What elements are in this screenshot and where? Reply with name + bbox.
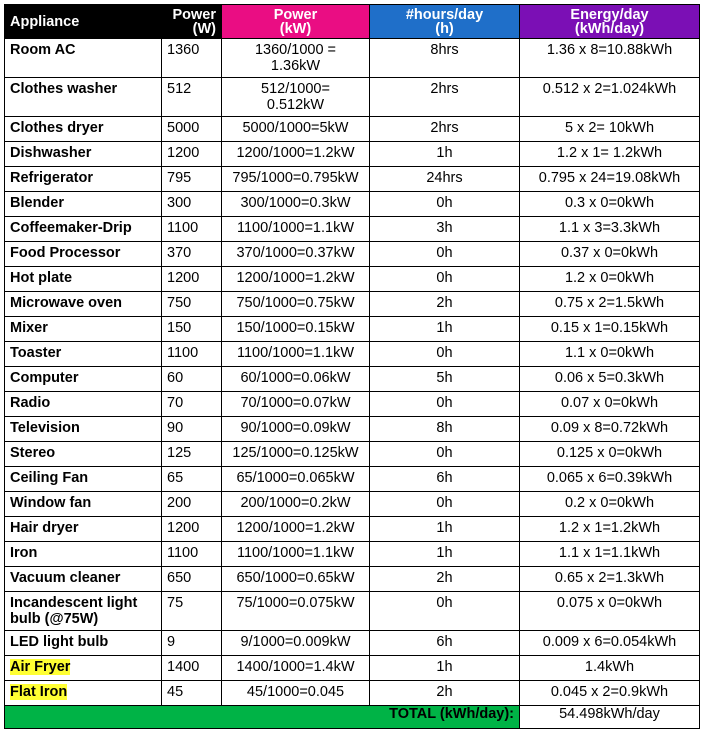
power-kw bbox=[222, 517, 370, 542]
power-watts: 1400 bbox=[162, 656, 222, 681]
hours-per-day: 0h bbox=[370, 242, 520, 267]
appliance-name bbox=[5, 192, 162, 217]
table-row bbox=[5, 567, 700, 592]
power-kw bbox=[222, 567, 370, 592]
hours-per-day: 2h bbox=[370, 681, 520, 706]
table-row bbox=[5, 167, 700, 192]
energy-per-day: 0.37 x 0=0kWh bbox=[520, 242, 700, 267]
hours-per-day: 0h bbox=[370, 442, 520, 467]
table-row bbox=[5, 267, 700, 292]
appliance-name bbox=[5, 367, 162, 392]
hours-per-day: 0h bbox=[370, 392, 520, 417]
appliance-name-text: Radio bbox=[10, 395, 51, 411]
energy-per-day: 0.75 x 2=1.5kWh bbox=[520, 292, 700, 317]
energy-per-day: 1.4kWh bbox=[520, 656, 700, 681]
energy-per-day: 0.075 x 0=0kWh bbox=[520, 592, 700, 631]
hours-per-day: 1h bbox=[370, 656, 520, 681]
appliance-name bbox=[5, 117, 162, 142]
energy-per-day: 0.009 x 6=0.054kWh bbox=[520, 631, 700, 656]
hours-per-day: 6h bbox=[370, 631, 520, 656]
power-watts: 650 bbox=[162, 567, 222, 592]
appliance-name bbox=[5, 681, 162, 706]
appliance-name-text: Blender bbox=[10, 195, 64, 211]
table-row bbox=[5, 78, 700, 117]
power-watts: 150 bbox=[162, 317, 222, 342]
power-kw bbox=[222, 292, 370, 317]
table-row bbox=[5, 492, 700, 517]
power-kw bbox=[222, 467, 370, 492]
appliance-name bbox=[5, 517, 162, 542]
header-power-kw: Power (kW) bbox=[222, 5, 370, 39]
power-kw bbox=[222, 392, 370, 417]
table-row bbox=[5, 681, 700, 706]
appliance-name-text: LED light bulb bbox=[10, 634, 109, 650]
energy-table bbox=[4, 4, 700, 729]
power-watts: 795 bbox=[162, 167, 222, 192]
appliance-name-text: Room AC bbox=[10, 42, 76, 58]
energy-per-day: 1.1 x 0=0kWh bbox=[520, 342, 700, 367]
power-watts: 512 bbox=[162, 78, 222, 117]
power-kw bbox=[222, 217, 370, 242]
table-row bbox=[5, 117, 700, 142]
appliance-name bbox=[5, 492, 162, 517]
appliance-name-text: Refrigerator bbox=[10, 170, 93, 186]
power-kw bbox=[222, 39, 370, 78]
power-kw bbox=[222, 542, 370, 567]
hours-per-day: 0h bbox=[370, 592, 520, 631]
hours-per-day: 0h bbox=[370, 492, 520, 517]
energy-per-day: 5 x 2= 10kWh bbox=[520, 117, 700, 142]
hours-per-day: 24hrs bbox=[370, 167, 520, 192]
appliance-name bbox=[5, 267, 162, 292]
power-watts: 1200 bbox=[162, 142, 222, 167]
hours-per-day: 1h bbox=[370, 142, 520, 167]
power-watts: 70 bbox=[162, 392, 222, 417]
power-watts: 1100 bbox=[162, 342, 222, 367]
power-kw-line1: 1100/1000=1.1kW bbox=[236, 545, 355, 561]
table-row bbox=[5, 342, 700, 367]
energy-per-day: 0.09 x 8=0.72kWh bbox=[520, 417, 700, 442]
power-watts: 5000 bbox=[162, 117, 222, 142]
power-watts: 370 bbox=[162, 242, 222, 267]
hours-per-day: 6h bbox=[370, 467, 520, 492]
total-value: 54.498kWh/day bbox=[520, 706, 700, 729]
power-watts: 1100 bbox=[162, 542, 222, 567]
hours-per-day: 3h bbox=[370, 217, 520, 242]
appliance-name-text: Vacuum cleaner bbox=[10, 570, 121, 586]
power-kw bbox=[222, 342, 370, 367]
power-kw-line1: 370/1000=0.37kW bbox=[236, 245, 355, 261]
power-kw-line1: 150/1000=0.15kW bbox=[236, 320, 355, 336]
header-power-watts: Power (W) bbox=[162, 5, 222, 39]
power-kw-line1: 75/1000=0.075kW bbox=[236, 595, 355, 611]
power-watts: 1100 bbox=[162, 217, 222, 242]
power-kw-line1: 70/1000=0.07kW bbox=[240, 395, 351, 411]
power-kw-line1: 90/1000=0.09kW bbox=[240, 420, 351, 436]
power-kw-line1: 60/1000=0.06kW bbox=[240, 370, 351, 386]
appliance-name-text: Hot plate bbox=[10, 270, 73, 286]
appliance-name-text: Air Fryer bbox=[10, 659, 71, 675]
energy-per-day: 0.2 x 0=0kWh bbox=[520, 492, 700, 517]
energy-per-day: 1.36 x 8=10.88kWh bbox=[520, 39, 700, 78]
header-appliance: Appliance bbox=[5, 5, 162, 39]
power-watts: 750 bbox=[162, 292, 222, 317]
power-kw bbox=[222, 78, 370, 117]
table-row bbox=[5, 442, 700, 467]
power-kw-line1: 65/1000=0.065kW bbox=[236, 470, 355, 486]
power-watts: 200 bbox=[162, 492, 222, 517]
energy-per-day: 0.065 x 6=0.39kWh bbox=[520, 467, 700, 492]
appliance-name bbox=[5, 217, 162, 242]
table-row bbox=[5, 317, 700, 342]
power-watts: 300 bbox=[162, 192, 222, 217]
hours-per-day: 8hrs bbox=[370, 39, 520, 78]
power-kw-line1: 9/1000=0.009kW bbox=[240, 634, 351, 650]
appliance-name-text: Flat Iron bbox=[10, 684, 68, 700]
power-kw-line1: 1200/1000=1.2kW bbox=[236, 145, 355, 161]
table-row bbox=[5, 392, 700, 417]
hours-per-day: 1h bbox=[370, 542, 520, 567]
table-row bbox=[5, 517, 700, 542]
appliance-name bbox=[5, 242, 162, 267]
appliance-name-text: Clothes washer bbox=[10, 81, 118, 97]
energy-per-day: 1.1 x 3=3.3kWh bbox=[520, 217, 700, 242]
hours-per-day: 0h bbox=[370, 342, 520, 367]
total-label: TOTAL (kWh/day): bbox=[5, 706, 520, 729]
power-kw bbox=[222, 192, 370, 217]
table-row bbox=[5, 367, 700, 392]
power-kw-line1: 1200/1000=1.2kW bbox=[236, 270, 355, 286]
hours-per-day: 2h bbox=[370, 567, 520, 592]
energy-per-day: 0.045 x 2=0.9kWh bbox=[520, 681, 700, 706]
appliance-name bbox=[5, 78, 162, 117]
hours-per-day: 1h bbox=[370, 317, 520, 342]
appliance-name-text: Ceiling Fan bbox=[10, 470, 89, 486]
power-kw-line2: 0.512kW bbox=[266, 97, 325, 113]
power-kw-line1: 795/1000=0.795kW bbox=[232, 170, 359, 186]
power-kw bbox=[222, 142, 370, 167]
hours-per-day: 2hrs bbox=[370, 78, 520, 117]
appliance-name bbox=[5, 392, 162, 417]
power-watts: 90 bbox=[162, 417, 222, 442]
power-kw bbox=[222, 317, 370, 342]
power-watts: 75 bbox=[162, 592, 222, 631]
appliance-name bbox=[5, 417, 162, 442]
appliance-name bbox=[5, 467, 162, 492]
power-kw-line2: 1.36kW bbox=[270, 58, 321, 74]
power-watts: 45 bbox=[162, 681, 222, 706]
appliance-name-text: Hair dryer bbox=[10, 520, 79, 536]
appliance-name-text: Mixer bbox=[10, 320, 48, 336]
power-kw bbox=[222, 117, 370, 142]
hours-per-day: 1h bbox=[370, 517, 520, 542]
power-kw bbox=[222, 267, 370, 292]
power-kw bbox=[222, 417, 370, 442]
appliance-name bbox=[5, 342, 162, 367]
appliance-name-text: Dishwasher bbox=[10, 145, 92, 161]
appliance-name bbox=[5, 631, 162, 656]
power-kw bbox=[222, 167, 370, 192]
appliance-name bbox=[5, 656, 162, 681]
energy-per-day: 1.2 x 1=1.2kWh bbox=[520, 517, 700, 542]
power-watts: 9 bbox=[162, 631, 222, 656]
power-kw bbox=[222, 592, 370, 631]
energy-per-day: 0.795 x 24=19.08kWh bbox=[520, 167, 700, 192]
header-row bbox=[5, 5, 700, 39]
hours-per-day: 5h bbox=[370, 367, 520, 392]
energy-per-day: 0.512 x 2=1.024kWh bbox=[520, 78, 700, 117]
appliance-name-text: Microwave oven bbox=[10, 295, 123, 311]
table-row bbox=[5, 631, 700, 656]
power-kw-line1: 650/1000=0.65kW bbox=[236, 570, 355, 586]
table-row bbox=[5, 192, 700, 217]
appliance-name bbox=[5, 567, 162, 592]
power-kw-line1: 200/1000=0.2kW bbox=[240, 495, 351, 511]
hours-per-day: 8h bbox=[370, 417, 520, 442]
hours-per-day: 2hrs bbox=[370, 117, 520, 142]
power-kw bbox=[222, 656, 370, 681]
table-row bbox=[5, 242, 700, 267]
appliance-name bbox=[5, 167, 162, 192]
energy-per-day: 0.07 x 0=0kWh bbox=[520, 392, 700, 417]
power-watts: 1200 bbox=[162, 517, 222, 542]
power-kw-line1: 750/1000=0.75kW bbox=[236, 295, 355, 311]
power-kw-line1: 1200/1000=1.2kW bbox=[236, 520, 355, 536]
table-row bbox=[5, 542, 700, 567]
power-kw-line1: 1100/1000=1.1kW bbox=[236, 220, 355, 236]
power-watts: 125 bbox=[162, 442, 222, 467]
table-row bbox=[5, 39, 700, 78]
power-kw-line1: 125/1000=0.125kW bbox=[232, 445, 359, 461]
table-row bbox=[5, 217, 700, 242]
appliance-name-text: Toaster bbox=[10, 345, 62, 361]
appliance-name bbox=[5, 442, 162, 467]
appliance-name bbox=[5, 292, 162, 317]
energy-per-day: 1.2 x 0=0kWh bbox=[520, 267, 700, 292]
table-row bbox=[5, 292, 700, 317]
energy-per-day: 0.06 x 5=0.3kWh bbox=[520, 367, 700, 392]
power-kw-line1: 512/1000= bbox=[261, 81, 330, 97]
header-hours-per-day: #hours/day (h) bbox=[370, 5, 520, 39]
appliance-name-text: Television bbox=[10, 420, 80, 436]
power-watts: 60 bbox=[162, 367, 222, 392]
hours-per-day: 2h bbox=[370, 292, 520, 317]
power-kw bbox=[222, 242, 370, 267]
appliance-name-text: Iron bbox=[10, 545, 38, 561]
power-kw-line1: 45/1000=0.045 bbox=[246, 684, 345, 700]
appliance-name-text: Coffeemaker-Drip bbox=[10, 220, 132, 236]
power-kw-line1: 1360/1000 = bbox=[254, 42, 337, 58]
appliance-name-text: Clothes dryer bbox=[10, 120, 104, 136]
power-kw-line1: 300/1000=0.3kW bbox=[240, 195, 351, 211]
energy-per-day: 1.2 x 1= 1.2kWh bbox=[520, 142, 700, 167]
table-row bbox=[5, 592, 700, 631]
appliance-name-text: Window fan bbox=[10, 495, 92, 511]
power-watts: 65 bbox=[162, 467, 222, 492]
appliance-name-text: Computer bbox=[10, 370, 79, 386]
appliance-name bbox=[5, 39, 162, 78]
energy-per-day: 0.15 x 1=0.15kWh bbox=[520, 317, 700, 342]
energy-per-day: 0.125 x 0=0kWh bbox=[520, 442, 700, 467]
power-watts: 1200 bbox=[162, 267, 222, 292]
appliance-name bbox=[5, 142, 162, 167]
power-watts: 1360 bbox=[162, 39, 222, 78]
appliance-name bbox=[5, 317, 162, 342]
power-kw bbox=[222, 681, 370, 706]
energy-per-day: 0.3 x 0=0kWh bbox=[520, 192, 700, 217]
power-kw bbox=[222, 631, 370, 656]
appliance-name bbox=[5, 592, 162, 631]
appliance-name bbox=[5, 542, 162, 567]
header-energy-per-day: Energy/day (kWh/day) bbox=[520, 5, 700, 39]
power-kw bbox=[222, 492, 370, 517]
power-kw-line1: 1400/1000=1.4kW bbox=[236, 659, 355, 675]
appliance-name-text: Stereo bbox=[10, 445, 56, 461]
hours-per-day: 0h bbox=[370, 192, 520, 217]
total-row bbox=[5, 706, 700, 729]
appliance-name-text: Incandescent light bulb (@75W) bbox=[10, 595, 138, 627]
power-kw-line1: 1100/1000=1.1kW bbox=[236, 345, 355, 361]
table-row bbox=[5, 142, 700, 167]
power-kw-line1: 5000/1000=5kW bbox=[242, 120, 349, 136]
appliance-name-text: Food Processor bbox=[10, 245, 121, 261]
table-row bbox=[5, 467, 700, 492]
power-kw bbox=[222, 367, 370, 392]
table-row bbox=[5, 417, 700, 442]
energy-per-day: 0.65 x 2=1.3kWh bbox=[520, 567, 700, 592]
energy-per-day: 1.1 x 1=1.1kWh bbox=[520, 542, 700, 567]
hours-per-day: 0h bbox=[370, 267, 520, 292]
power-kw bbox=[222, 442, 370, 467]
table-row bbox=[5, 656, 700, 681]
